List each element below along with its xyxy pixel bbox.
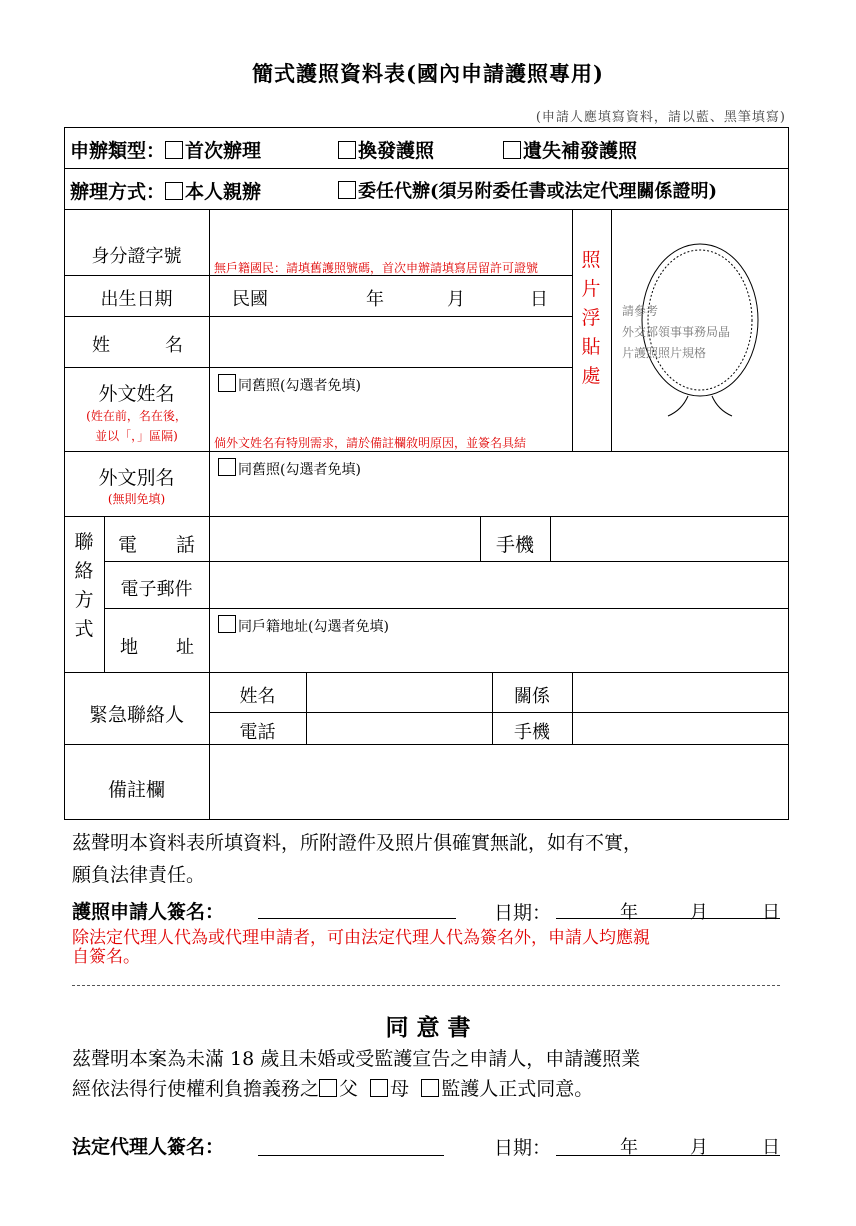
guardian-date-line[interactable] bbox=[556, 1154, 780, 1156]
renewal-checkbox[interactable] bbox=[338, 141, 356, 159]
form-title: 簡式護照資料表(國內申請護照專用) bbox=[252, 61, 604, 86]
birth-date-label: 出生日期 bbox=[100, 289, 173, 310]
guardian-signature-line[interactable] bbox=[258, 1154, 444, 1156]
emergency-mobile-label: 手機 bbox=[514, 722, 550, 743]
foreign-alias-same-checkbox[interactable] bbox=[218, 458, 236, 476]
guardian-date-label: 日期： bbox=[494, 1137, 552, 1159]
declaration-line2: 願負法律責任。 bbox=[72, 864, 206, 886]
lost-replacement-label: 遺失補發護照 bbox=[523, 140, 638, 162]
applicant-date-line[interactable] bbox=[556, 917, 780, 919]
phone-label-a: 電 bbox=[118, 534, 138, 556]
declaration-line1: 茲聲明本資料表所填資料，所附證件及照片俱確實無訛，如有不實， bbox=[72, 832, 643, 854]
applicant-date-year: 年 bbox=[620, 902, 638, 923]
id-number-note: 無戶籍國民：請填舊護照號碼，首次申辦請填寫居留許可證號 bbox=[214, 261, 539, 275]
first-time-label: 首次辦理 bbox=[185, 140, 262, 162]
applicant-date-label: 日期： bbox=[494, 902, 552, 924]
foreign-alias-note: (無則免填) bbox=[107, 492, 166, 506]
name-label-given: 名 bbox=[165, 335, 183, 356]
guardian-label: 監護人正式同意。 bbox=[441, 1078, 594, 1100]
guardian-date-day: 日 bbox=[762, 1137, 780, 1158]
foreign-alias-label: 外文別名 bbox=[98, 467, 175, 489]
id-number-field[interactable] bbox=[210, 210, 572, 255]
father-checkbox[interactable] bbox=[319, 1079, 337, 1097]
emergency-name-label: 姓名 bbox=[239, 686, 276, 707]
remarks-label: 備註欄 bbox=[107, 779, 165, 801]
id-number-label: 身分證字號 bbox=[91, 246, 182, 267]
mother-checkbox[interactable] bbox=[370, 1079, 388, 1097]
address-label-b: 址 bbox=[176, 637, 194, 658]
application-type-label: 申辦類型： bbox=[70, 140, 166, 162]
birth-date-year: 年 bbox=[366, 289, 384, 310]
applicant-date-month: 月 bbox=[690, 902, 708, 923]
name-label-surname: 姓 bbox=[92, 335, 110, 356]
foreign-name-same-checkbox[interactable] bbox=[218, 374, 236, 392]
name-field[interactable] bbox=[210, 317, 572, 367]
guardian-signature-label: 法定代理人簽名： bbox=[72, 1136, 225, 1158]
consent-line1: 茲聲明本案為未滿 18 歲且未婚或受監護宣告之申請人，申請護照業 bbox=[72, 1048, 641, 1070]
address-label-a: 地 bbox=[120, 637, 138, 658]
applicant-signature-label: 護照申請人簽名： bbox=[72, 901, 225, 923]
guardian-date-year: 年 bbox=[620, 1137, 638, 1158]
consent-line2: 經依法得行使權利負擔義務之 父 母 監護人正式同意。 bbox=[72, 1078, 594, 1100]
applicant-signature-line[interactable] bbox=[258, 917, 456, 919]
proxy-checkbox[interactable] bbox=[338, 181, 356, 199]
section-divider bbox=[72, 985, 780, 986]
contact-section-label: 聯 絡 方 式 bbox=[74, 531, 94, 640]
lost-replacement-checkbox[interactable] bbox=[503, 141, 521, 159]
applicant-date-day: 日 bbox=[762, 902, 780, 923]
emergency-phone-field[interactable] bbox=[307, 713, 492, 744]
emergency-mobile-field[interactable] bbox=[573, 713, 788, 744]
proxy-label: 委任代辦(須另附委任書或法定代理關係證明) bbox=[358, 181, 718, 202]
handling-method-row bbox=[70, 177, 261, 204]
birth-date-day: 日 bbox=[530, 289, 548, 310]
signature-warning-line2: 自簽名。 bbox=[72, 947, 140, 967]
same-address-checkbox[interactable] bbox=[218, 615, 236, 633]
fill-instruction: (申請人應填寫資料，請以藍、黑筆填寫) bbox=[535, 110, 786, 125]
mobile-label: 手機 bbox=[495, 534, 534, 556]
same-address-label: 同戶籍地址(勾選者免填) bbox=[238, 619, 389, 635]
photo-spec-reference: 請參考 外交部領事事務局晶 片護照照片規格 bbox=[622, 304, 731, 360]
phone-field[interactable] bbox=[210, 517, 480, 561]
emergency-contact-label: 緊急聯絡人 bbox=[88, 704, 184, 726]
foreign-name-label: 外文姓名 bbox=[98, 383, 175, 405]
mother-label: 母 bbox=[390, 1078, 410, 1100]
foreign-alias-same-label: 同舊照(勾選者免填) bbox=[238, 462, 361, 478]
foreign-name-note1: (姓在前，名在後， bbox=[86, 409, 187, 423]
emergency-relation-label: 關係 bbox=[514, 686, 550, 707]
application-type-row bbox=[70, 136, 261, 163]
phone-label-b: 話 bbox=[176, 534, 196, 556]
signature-warning-line1: 除法定代理人代為或代理申請者，可由法定代理人代為簽名外，申請人均應親 bbox=[72, 928, 650, 948]
birth-date-month: 月 bbox=[447, 289, 465, 310]
photo-area-label: 照 片 浮 貼 處 bbox=[581, 249, 601, 387]
renewal-label: 換發護照 bbox=[358, 140, 435, 162]
foreign-name-remark: 倘外文姓名有特別需求，請於備註欄敘明原因，並簽名具結 bbox=[214, 436, 527, 450]
father-label: 父 bbox=[339, 1078, 359, 1100]
emergency-phone-label: 電話 bbox=[239, 722, 276, 743]
remarks-field[interactable] bbox=[210, 745, 788, 819]
emergency-name-field[interactable] bbox=[307, 673, 492, 712]
birth-date-era: 民國 bbox=[232, 289, 268, 310]
handling-method-label: 辦理方式： bbox=[70, 181, 166, 203]
guardian-checkbox[interactable] bbox=[421, 1079, 439, 1097]
first-time-checkbox[interactable] bbox=[165, 141, 183, 159]
foreign-name-note2: 並以「，」區隔) bbox=[95, 429, 178, 443]
mobile-field[interactable] bbox=[551, 517, 788, 561]
consent-title: 同 意 書 bbox=[385, 1014, 471, 1041]
in-person-checkbox[interactable] bbox=[165, 182, 183, 200]
guardian-date-month: 月 bbox=[690, 1137, 708, 1158]
email-field[interactable] bbox=[210, 562, 788, 608]
email-label: 電子郵件 bbox=[120, 579, 193, 600]
in-person-label: 本人親辦 bbox=[185, 181, 262, 203]
foreign-name-same-label: 同舊照(勾選者免填) bbox=[238, 378, 361, 394]
emergency-relation-field[interactable] bbox=[573, 673, 788, 712]
